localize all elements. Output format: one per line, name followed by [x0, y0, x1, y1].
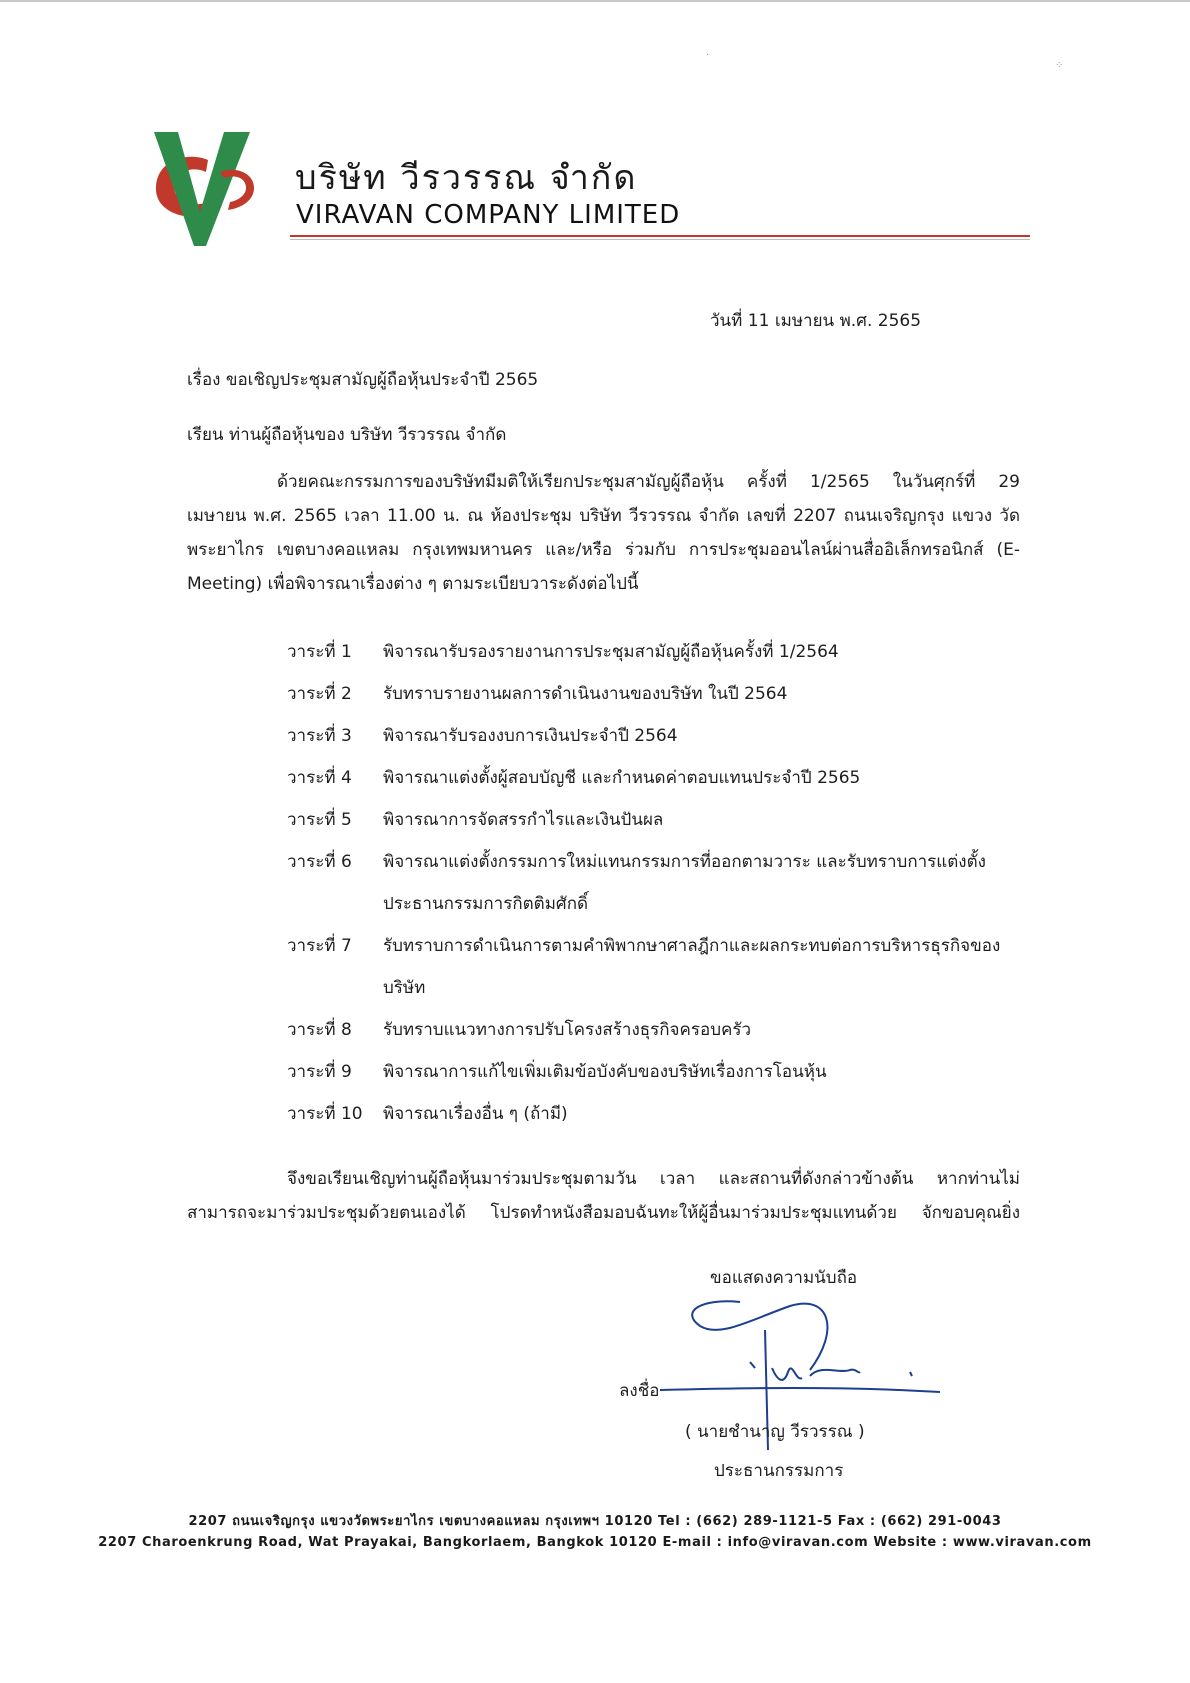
agenda-number: วาระที่ 3	[287, 726, 352, 746]
agenda-item	[287, 673, 1027, 715]
intro-line: Meeting) เพื่อพิจารณาเรื่องต่าง ๆ ตามระเบียบวาระดังต่อไปนี้	[187, 574, 639, 594]
closing-line: จึงขอเรียนเชิญท่านผู้ถือหุ้นมาร่วมประชุมตามวัน เวลา และสถานที่ดังกล่าวข้างต้น หากท่านไม่	[287, 1169, 1020, 1189]
agenda-text: พิจารณารับรองงบการเงินประจำปี 2564	[383, 726, 678, 746]
company-name-english: VIRAVAN COMPANY LIMITED	[296, 200, 681, 230]
agenda-number: วาระที่ 9	[287, 1062, 352, 1082]
letter-subject: เรื่อง ขอเชิญประชุมสามัญผู้ถือหุ้นประจำปี 2565	[187, 370, 539, 390]
agenda-item	[287, 1093, 1027, 1135]
scan-top-edge	[0, 0, 1190, 2]
agenda-text: พิจารณาแต่งตั้งผู้สอบบัญชี และกำหนดค่าตอบแทนประจำปี 2565	[383, 768, 861, 788]
agenda-number: วาระที่ 2	[287, 684, 352, 704]
agenda-number: วาระที่ 1	[287, 642, 352, 662]
agenda-text: พิจารณาการจัดสรรกำไรและเงินปันผล	[383, 810, 664, 830]
footer-address-english: 2207 Charoenkrung Road, Wat Prayakai, Bangkorlaem, Bangkok 10120 E-mail : info@viravan.com Website : www.viravan.com	[98, 1535, 1092, 1550]
intro-line: พระยาไกร เขตบางคอแหลม กรุงเทพมหานคร และ/หรือ ร่วมกับ การประชุมออนไลน์ผ่านสื่ออิเล็กทรอนิกส์ (E-	[187, 540, 1020, 560]
agenda-text: รับทราบรายงานผลการดำเนินงานของบริษัท ในปี 2564	[383, 684, 788, 704]
agenda-item	[287, 757, 1027, 799]
signer-title: ประธานกรรมการ	[714, 1461, 844, 1481]
viravan-logo-icon	[150, 130, 262, 248]
agenda-number: วาระที่ 5	[287, 810, 352, 830]
letter-salutation: เรียน ท่านผู้ถือหุ้นของ บริษัท วีรวรรณ จำกัด	[187, 425, 507, 445]
agenda-number: วาระที่ 6	[287, 852, 352, 872]
agenda-text: พิจารณาการแก้ไขเพิ่มเติมข้อบังคับของบริษัทเรื่องการโอนหุ้น	[383, 1062, 827, 1082]
letterhead-rule-shadow	[290, 239, 1030, 240]
scan-speck: ·	[706, 50, 710, 61]
footer-address-thai: 2207 ถนนเจริญกรุง แขวงวัดพระยาไกร เขตบางคอแหลม กรุงเทพฯ 10120 Tel : (662) 289-1121-5 Fax : (662) 291-0043	[188, 1514, 1002, 1529]
agenda-item	[287, 631, 1027, 673]
agenda-list	[287, 631, 1027, 1135]
agenda-item	[287, 1051, 1027, 1093]
agenda-item	[287, 799, 1027, 841]
intro-line: เมษายน พ.ศ. 2565 เวลา 11.00 น. ณ ห้องประชุม บริษัท วีรวรรณ จำกัด เลขที่ 2207 ถนนเจริญกรุง แขวง วัด	[187, 506, 1020, 526]
scan-speck: ⁘	[1055, 60, 1064, 71]
letterhead-rule	[290, 235, 1030, 237]
agenda-item	[287, 841, 1027, 925]
agenda-text: รับทราบการดำเนินการตามคำพิพากษาศาลฎีกาและผลกระทบต่อการบริหารธุรกิจของบริษัท	[383, 936, 1001, 998]
closing-paragraph	[187, 1162, 1020, 1230]
intro-paragraph	[187, 465, 1020, 601]
agenda-number: วาระที่ 8	[287, 1020, 352, 1040]
agenda-text: พิจารณาเรื่องอื่น ๆ (ถ้ามี)	[383, 1104, 568, 1124]
agenda-text: พิจารณาแต่งตั้งกรรมการใหม่แทนกรรมการที่ออกตามวาระ และรับทราบการแต่งตั้งประธานกรรมการกิตติมศักดิ์	[383, 852, 986, 914]
intro-line: ด้วยคณะกรรมการของบริษัทมีมติให้เรียกประชุมสามัญผู้ถือหุ้น ครั้งที่ 1/2565 ในวันศุกร์ที่ 29	[277, 472, 1020, 492]
agenda-item	[287, 925, 1027, 1009]
agenda-text: พิจารณารับรองรายงานการประชุมสามัญผู้ถือหุ้นครั้งที่ 1/2564	[383, 642, 839, 662]
agenda-item	[287, 1009, 1027, 1051]
company-name-thai: บริษัท วีรวรรณ จำกัด	[295, 158, 638, 198]
sign-label: ลงชื่อ	[619, 1381, 660, 1401]
agenda-number: วาระที่ 7	[287, 936, 352, 956]
agenda-number: วาระที่ 4	[287, 768, 352, 788]
signer-name: ( นายชำนาญ วีรวรรณ )	[685, 1422, 865, 1442]
letter-date: วันที่ 11 เมษายน พ.ศ. 2565	[710, 311, 922, 331]
agenda-item	[287, 715, 1027, 757]
agenda-number: วาระที่ 10	[287, 1104, 363, 1124]
agenda-text: รับทราบแนวทางการปรับโครงสร้างธุรกิจครอบครัว	[383, 1020, 752, 1040]
regards-text: ขอแสดงความนับถือ	[710, 1268, 858, 1288]
closing-line: สามารถจะมาร่วมประชุมด้วยตนเองได้ โปรดทำหนังสือมอบฉันทะให้ผู้อื่นมาร่วมประชุมแทนด้วย จักขอบคุณยิ่ง	[187, 1203, 1020, 1223]
